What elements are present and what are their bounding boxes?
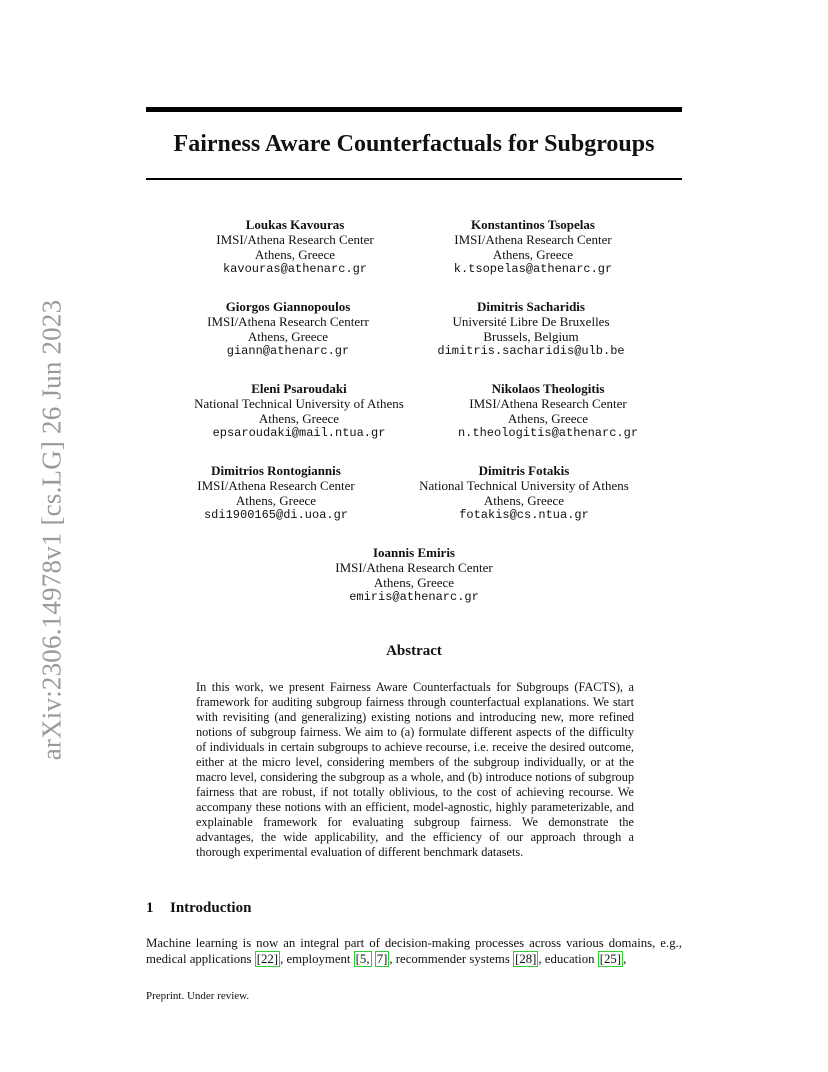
author-location: Athens, Greece — [483, 493, 565, 508]
title-bottom-rule — [146, 178, 682, 180]
author-location: Athens, Greece — [373, 575, 455, 590]
intro-text: , — [623, 952, 627, 966]
citation-link[interactable]: [28] — [515, 952, 537, 966]
author-affiliation: IMSI/Athena Research Center — [216, 232, 374, 247]
author-name: Loukas Kavouras — [245, 217, 345, 232]
author-affiliation: National Technical University of Athens — [419, 478, 629, 493]
author-email[interactable]: kavouras@athenarc.gr — [222, 262, 368, 276]
author-block — [284, 545, 544, 605]
author-affiliation: IMSI/Athena Research Center — [335, 560, 493, 575]
author-location: Athens, Greece — [235, 493, 317, 508]
paper-title: Fairness Aware Counterfactuals for Subgroups — [173, 131, 655, 157]
author-block — [418, 381, 678, 441]
author-email[interactable]: epsaroudaki@mail.ntua.gr — [212, 426, 386, 440]
section-title: Introduction — [170, 900, 252, 916]
author-location: Athens, Greece — [507, 411, 589, 426]
author-location: Athens, Greece — [258, 411, 340, 426]
author-affiliation: IMSI/Athena Research Center — [469, 396, 627, 411]
section-number: 1 — [146, 900, 154, 916]
author-name: Nikolaos Theologitis — [491, 381, 605, 396]
section-heading — [146, 900, 251, 917]
author-email[interactable]: k.tsopelas@athenarc.gr — [453, 262, 613, 276]
citation-link[interactable]: [5, — [355, 952, 370, 966]
citation-link[interactable]: [22] — [256, 952, 279, 966]
title-top-rule — [146, 107, 682, 112]
author-affiliation: IMSI/Athena Research Center — [454, 232, 612, 247]
intro-text: , recommender systems — [389, 952, 514, 966]
author-location: Athens, Greece — [247, 329, 329, 344]
intro-text: , employment — [280, 952, 354, 966]
author-block — [158, 299, 418, 359]
author-location: Athens, Greece — [492, 247, 574, 262]
author-block — [394, 463, 654, 523]
author-block — [165, 217, 425, 277]
author-email[interactable]: n.theologitis@athenarc.gr — [457, 426, 639, 440]
author-name: Ioannis Emiris — [373, 545, 455, 560]
intro-paragraph — [146, 935, 682, 967]
author-location: Athens, Greece — [254, 247, 336, 262]
author-block — [403, 217, 663, 277]
citation-link[interactable]: 7] — [376, 952, 388, 966]
author-name: Dimitris Fotakis — [478, 463, 570, 478]
author-email[interactable]: giann@athenarc.gr — [226, 344, 350, 358]
author-block — [146, 463, 406, 523]
footer-note: Preprint. Under review. — [146, 990, 250, 1002]
author-name: Konstantinos Tsopelas — [471, 217, 595, 232]
author-block — [401, 299, 661, 359]
author-email[interactable]: sdi1900165@di.uoa.gr — [203, 508, 349, 522]
author-block — [169, 381, 429, 441]
author-affiliation: IMSI/Athena Research Center — [197, 478, 355, 493]
abstract-heading: Abstract — [386, 643, 442, 659]
abstract-text: In this work, we present Fairness Aware Counterfactuals for Subgroups (FACTS), a framework for auditing subgroup fairness through counterfactual explanations. We start with revisiting (and generalizing) existing notions and introducing new, more refined notions of subgroup fairness. We aim to (a) formulate different aspects of the difficulty of individuals in certain subgroups to achieve recourse, i.e. receive the desired outcome, either at the micro level, considering members of the subgroup individually, or at the macro level, considering the subgroup as a whole, and (b) introduce notions of subgroup fairness that are robust, if not totally oblivious, to the cost of achieving recourse. We accompany these notions with an efficient, model-agnostic, highly parameterizable, and explainable framework for evaluating subgroup fairness. We demonstrate the advantages, the wide applicability, and the efficiency of our approach through a thorough experimental evaluation of different benchmark datasets. — [196, 680, 634, 859]
author-affiliation: IMSI/Athena Research Centerr — [207, 314, 369, 329]
author-email[interactable]: dimitris.sacharidis@ulb.be — [437, 344, 625, 358]
author-location: Brussels, Belgium — [483, 329, 579, 344]
author-email[interactable]: fotakis@cs.ntua.gr — [459, 508, 589, 522]
intro-text: , education — [538, 952, 598, 966]
author-affiliation: National Technical University of Athens — [194, 396, 404, 411]
author-name: Dimitris Sacharidis — [477, 299, 585, 314]
author-email[interactable]: emiris@athenarc.gr — [349, 590, 479, 604]
intro-text: Machine learning is now an integral part of decision-making processes across various domains, e.g., medical applications — [146, 936, 682, 966]
author-name: Giorgos Giannopoulos — [225, 299, 351, 314]
author-affiliation: Université Libre De Bruxelles — [452, 314, 610, 329]
author-name: Eleni Psaroudaki — [251, 381, 347, 396]
arxiv-identifier: arXiv:2306.14978v1 [cs.LG] 26 Jun 2023 — [36, 299, 67, 761]
citation-link[interactable]: [25] — [599, 952, 622, 966]
author-name: Dimitrios Rontogiannis — [211, 463, 341, 478]
